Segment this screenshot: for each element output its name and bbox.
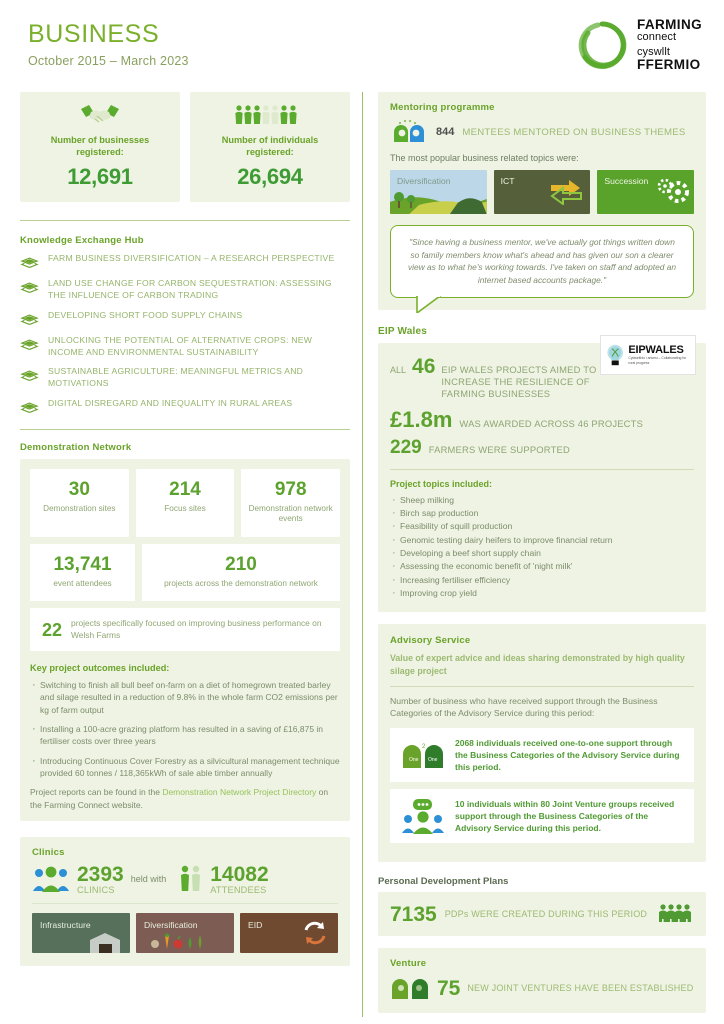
demonstration-network-title: Demonstration Network bbox=[20, 441, 132, 453]
barn-icon bbox=[84, 931, 126, 953]
dn-value: 210 bbox=[225, 553, 257, 575]
tile-label: Succession bbox=[604, 176, 649, 186]
key-outcomes-list bbox=[30, 679, 340, 779]
list-item-label: DIGITAL DISREGARD AND INEQUALITY IN RURAL AREAS bbox=[48, 397, 293, 408]
dn-caption: Demonstration network events bbox=[248, 503, 333, 524]
tile-label: ICT bbox=[500, 176, 515, 186]
demonstration-network-directory-link[interactable]: Demonstration Network Project Directory bbox=[162, 787, 317, 798]
eip-farmers-row bbox=[390, 438, 694, 457]
logo-line-cyswllt: cyswllt bbox=[636, 45, 671, 58]
refresh-cycle-icon bbox=[300, 918, 330, 948]
clinics-topic-tiles bbox=[32, 913, 338, 953]
pdp-text: PDPs WERE CREATED DURING THIS PERIOD bbox=[444, 909, 648, 920]
dn-value: 978 bbox=[274, 478, 307, 500]
eip-projects-desc: EIP WALES PROJECTS AIMED TO INCREASE THE RESILIENCE OF FARMING BUSINESSES bbox=[441, 364, 597, 399]
pdp-panel bbox=[378, 892, 706, 936]
venture-section bbox=[378, 948, 706, 1013]
list-item-label: DEVELOPING SHORT FOOD SUPPLY CHAINS bbox=[48, 309, 243, 320]
farming-connect-logo bbox=[576, 18, 702, 72]
list-item-label: SUSTAINABLE AGRICULTURE: MEANINGFUL METRICS AND MOTIVATIONS bbox=[48, 366, 304, 389]
clinic-tile-diversification[interactable] bbox=[136, 913, 234, 953]
demonstration-network-panel bbox=[20, 459, 350, 821]
list-item-label: FARM BUSINESS DIVERSIFICATION – A RESEARCH PERSPECTIVE bbox=[48, 253, 335, 264]
dn-caption: event attendees bbox=[53, 578, 112, 588]
eip-all-label: ALL bbox=[390, 365, 407, 376]
page-header bbox=[28, 22, 189, 68]
stat-label-line2: registered: bbox=[246, 147, 294, 158]
stat-label-line2: registered: bbox=[76, 147, 124, 158]
stacked-papers-icon bbox=[20, 335, 39, 352]
arrows-exchange-icon bbox=[549, 177, 583, 205]
list-item[interactable] bbox=[20, 365, 350, 389]
note-suffix: on the Farming Connect website. bbox=[30, 787, 329, 810]
personal-development-plans-section bbox=[378, 876, 706, 936]
page-title: BUSINESS bbox=[28, 20, 160, 48]
dn-stat-business-performance bbox=[30, 608, 340, 651]
note-prefix: Project reports can be found in the bbox=[30, 787, 163, 798]
quote-tail-icon bbox=[416, 296, 442, 313]
clinics-title: Clinics bbox=[32, 846, 65, 858]
eip-farmers-desc: FARMERS WERE SUPPORTED bbox=[428, 443, 570, 455]
venture-row bbox=[390, 975, 694, 1001]
advisory-divider bbox=[390, 686, 694, 687]
handshake-icon bbox=[26, 102, 174, 128]
eip-logo-text-block bbox=[628, 344, 691, 366]
project-reports-note bbox=[30, 786, 340, 811]
eip-projects-value: 46 bbox=[412, 355, 436, 379]
clinics-count: 2393 bbox=[77, 862, 124, 886]
trees-icon bbox=[393, 190, 419, 210]
clinics-count-label: CLINICS bbox=[77, 884, 115, 895]
stat-label-line1: Number of individuals bbox=[221, 135, 319, 145]
eip-money-desc: WAS AWARDED ACROSS 46 PROJECTS bbox=[459, 417, 644, 429]
mentoring-quote-block bbox=[390, 225, 694, 298]
list-item: · Introducing Continuous Cover Forestry as a silvicultural management technique provided 60 tonnes / 118,365kWh of sale able timber annually bbox=[30, 755, 340, 780]
list-item: · Birch sap production bbox=[390, 507, 694, 520]
knowledge-exchange-hub-list bbox=[20, 252, 350, 414]
advisory-service-title: Advisory Service bbox=[390, 635, 471, 647]
farming-connect-mark-icon bbox=[576, 19, 628, 71]
eip-wales-title: EIP Wales bbox=[378, 326, 428, 338]
eip-wales-section bbox=[378, 326, 706, 612]
pdp-title: Personal Development Plans bbox=[378, 876, 509, 888]
stat-label-individuals bbox=[196, 134, 344, 158]
clinics-divider bbox=[32, 903, 338, 904]
list-item-label: UNLOCKING THE POTENTIAL OF ALTERNATIVE CROPS: NEW INCOME AND ENVIRONMENTAL SUSTAINABILITY bbox=[48, 334, 313, 357]
column-divider bbox=[362, 92, 363, 1017]
one-to-one-heads-icon bbox=[400, 736, 446, 774]
clinics-stats-row bbox=[32, 864, 338, 895]
clinics-count-block bbox=[77, 864, 124, 895]
clinic-tile-eid[interactable] bbox=[240, 913, 338, 953]
eip-wales-logo bbox=[600, 335, 696, 375]
list-item: · Feasibility of squill production bbox=[390, 520, 694, 533]
knowledge-exchange-hub-title: Knowledge Exchange Hub bbox=[20, 235, 144, 247]
list-item: · Switching to finish all bull beef on-farm on a diet of homegrown treated barley and silage resulted in a reduction of 9.8% in the whole farm CO2 emissions per kg of farm output bbox=[30, 679, 340, 716]
mentoring-tile-diversification[interactable] bbox=[390, 170, 487, 214]
list-item: · Sheep milking bbox=[390, 494, 694, 507]
list-item[interactable] bbox=[20, 334, 350, 358]
list-item: · Assessing the economic benefit of 'night milk' bbox=[390, 560, 694, 573]
left-column bbox=[20, 92, 350, 966]
attendees-count-label: ATTENDEES bbox=[210, 884, 267, 895]
page-subtitle: October 2015 – March 2023 bbox=[28, 54, 189, 68]
logo-line-ffermio: FFERMIO bbox=[636, 57, 701, 73]
people-group-icon bbox=[196, 102, 344, 128]
dn-stat-focus-sites bbox=[136, 469, 235, 537]
stat-card-individuals bbox=[190, 92, 350, 202]
clinic-tile-infrastructure[interactable] bbox=[32, 913, 130, 953]
stat-label-businesses bbox=[26, 134, 174, 158]
mentoring-tile-succession[interactable] bbox=[597, 170, 694, 214]
svg-text:2: 2 bbox=[422, 744, 426, 751]
advisory-service-section bbox=[378, 624, 706, 862]
logo-line-connect: connect bbox=[636, 30, 677, 43]
tile-label: Diversification bbox=[397, 176, 451, 186]
list-item-label: LAND USE CHANGE FOR CARBON SEQUESTRATION: ASSESSING THE INFLUENCE OF CARBON TRADING bbox=[48, 278, 332, 301]
logo-line-farming: FARMING bbox=[636, 17, 702, 32]
eip-divider bbox=[390, 469, 694, 470]
advisory-card-joint-venture bbox=[390, 789, 694, 843]
mentees-text: MENTEES MENTORED ON BUSINESS THEMES bbox=[462, 126, 686, 138]
list-item: · Genomic testing dairy heifers to improve financial return bbox=[390, 534, 694, 547]
quote-text: "Since having a business mentor, we've actually got things written down so family members know what's ahead and has given our son a clearer view as to what he's working towards. I've taken on staff and adopted an internet based accounts package." bbox=[407, 237, 677, 285]
dn-caption: Focus sites bbox=[164, 503, 206, 513]
group-discussion-icon bbox=[400, 797, 446, 835]
mentoring-tile-ict[interactable] bbox=[494, 170, 591, 214]
venture-value: 75 bbox=[437, 976, 461, 1000]
list-item[interactable] bbox=[20, 397, 350, 415]
mentees-count: 844 bbox=[436, 126, 455, 138]
svg-text:One: One bbox=[428, 757, 438, 764]
two-heads-icon bbox=[390, 975, 430, 1001]
dn-value: 22 bbox=[42, 619, 63, 640]
eip-money-row bbox=[390, 406, 694, 432]
two-heads-mentoring-icon bbox=[390, 119, 428, 145]
advisory-lead-text: Number of business who have received support through the Business Categories of the Advisory Service during this period: bbox=[390, 695, 658, 719]
knowledge-exchange-hub-section bbox=[20, 235, 350, 414]
attendees-count-block bbox=[210, 864, 268, 895]
pdp-value: 7135 bbox=[390, 902, 437, 926]
dn-value: 30 bbox=[68, 478, 90, 500]
vegetables-icon bbox=[150, 932, 208, 950]
eip-money-value: £1.8m bbox=[390, 406, 453, 432]
dn-caption: projects across the demonstration network bbox=[164, 578, 318, 588]
eip-logo-wordmark: EIPWALES bbox=[628, 344, 684, 357]
gears-icon bbox=[656, 176, 690, 204]
dn-value: 13,741 bbox=[53, 553, 112, 575]
mentoring-section bbox=[378, 92, 706, 310]
clinics-section bbox=[20, 837, 350, 966]
attendee-people-icon bbox=[179, 864, 203, 894]
mentees-row bbox=[390, 119, 694, 145]
svg-text:One: One bbox=[409, 757, 419, 764]
advisory-card-one-to-one bbox=[390, 728, 694, 782]
venture-text: NEW JOINT VENTURES HAVE BEEN ESTABLISHED bbox=[467, 983, 694, 994]
mentoring-lead-text: The most popular business related topics were: bbox=[390, 153, 579, 163]
dn-caption: projects specifically focused on improving business performance on Welsh Farms bbox=[71, 618, 322, 640]
list-item[interactable] bbox=[20, 309, 350, 327]
clinics-held-with-text: held with bbox=[130, 874, 167, 885]
project-topics-list bbox=[390, 494, 694, 601]
eip-wales-panel bbox=[378, 343, 706, 612]
dn-caption: Demonstration sites bbox=[43, 503, 116, 513]
advisory-card-text: 10 individuals within 80 Joint Venture groups received support through the Business Categories of the Advisory Service during this period. bbox=[455, 798, 675, 834]
stat-label-line1: Number of businesses bbox=[50, 135, 150, 145]
dn-row-1 bbox=[30, 469, 340, 537]
list-item: · Increasing fertiliser efficiency bbox=[390, 574, 694, 587]
tile-label: EID bbox=[248, 919, 263, 930]
stacked-papers-icon bbox=[20, 278, 39, 295]
eip-logo-tagline: Cydweithio i arloesi – Collaborating for rural progress bbox=[628, 356, 687, 366]
lightbulb-icon bbox=[605, 339, 625, 371]
stacked-papers-icon bbox=[20, 310, 39, 327]
list-item: · Developing a beef short supply chain bbox=[390, 547, 694, 560]
advisory-card-text: 2068 individuals received one-to-one support through the Business Categories of the Advisory Service during this period. bbox=[455, 737, 680, 773]
dn-stat-network-events bbox=[241, 469, 340, 537]
top-stat-cards bbox=[20, 92, 350, 202]
list-item: · Improving crop yield bbox=[390, 587, 694, 600]
dn-stat-projects-across bbox=[142, 544, 340, 602]
advisory-service-subtitle: Value of expert advice and ideas sharing demonstrated by high quality silage project bbox=[390, 653, 685, 676]
stat-value-individuals: 26,694 bbox=[237, 164, 303, 190]
people-row-icon bbox=[658, 901, 694, 927]
divider-under-stats bbox=[20, 220, 350, 221]
divider-under-keh bbox=[20, 429, 350, 430]
venture-title: Venture bbox=[390, 958, 427, 970]
stat-value-businesses: 12,691 bbox=[67, 164, 133, 190]
list-item[interactable] bbox=[20, 252, 350, 270]
stacked-papers-icon bbox=[20, 253, 39, 270]
dn-value: 214 bbox=[169, 478, 201, 500]
list-item: · Installing a 100-acre grazing platform has resulted in a saving of £16,875 in fertiliser costs over three years bbox=[30, 723, 340, 748]
tile-label: Infrastructure bbox=[40, 919, 91, 930]
tile-label: Diversification bbox=[144, 919, 198, 930]
dn-stat-event-attendees bbox=[30, 544, 135, 602]
project-topics-title: Project topics included: bbox=[390, 478, 493, 489]
stacked-papers-icon bbox=[20, 398, 39, 415]
stat-card-businesses bbox=[20, 92, 180, 202]
attendees-count: 14082 bbox=[210, 862, 269, 886]
clinic-people-icon bbox=[32, 864, 70, 894]
demonstration-network-section bbox=[20, 442, 350, 821]
mentoring-title: Mentoring programme bbox=[390, 102, 495, 113]
list-item[interactable] bbox=[20, 277, 350, 301]
logo-wordmark bbox=[637, 18, 702, 72]
key-outcomes-title: Key project outcomes included: bbox=[30, 663, 170, 674]
dn-stat-demonstration-sites bbox=[30, 469, 129, 537]
stacked-papers-icon bbox=[20, 366, 39, 383]
mentoring-quote bbox=[390, 225, 694, 298]
right-column bbox=[378, 92, 706, 1013]
dn-row-2 bbox=[30, 544, 340, 602]
eip-farmers-value: 229 bbox=[390, 436, 422, 458]
mentoring-topic-tiles bbox=[390, 170, 694, 214]
